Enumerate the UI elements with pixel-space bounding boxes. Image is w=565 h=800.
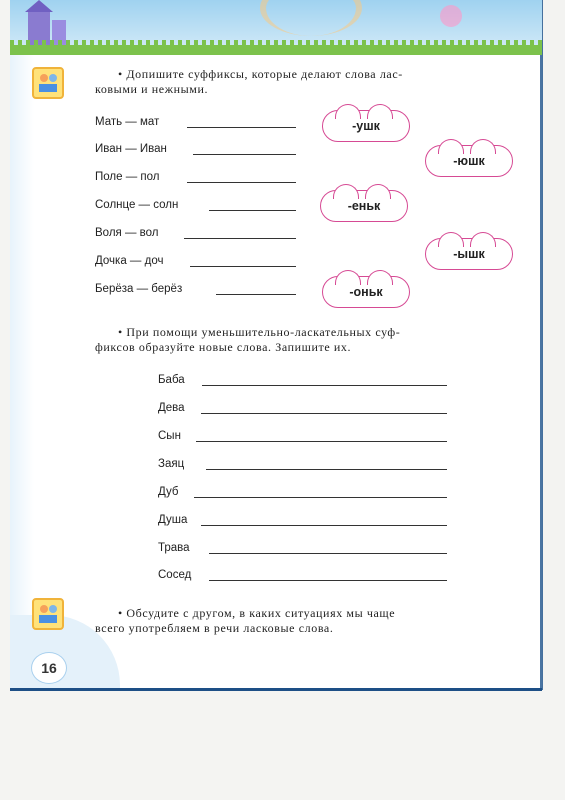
base-word: Сосед: [158, 569, 192, 581]
task3-instruction-line1: • Обсудите с другом, в каких ситуациях мы чаще: [118, 606, 396, 620]
suffix-label: -ышк: [453, 247, 485, 261]
binding-strip: [542, 0, 565, 690]
suffix-cloud: [320, 190, 408, 222]
answer-line[interactable]: [190, 266, 296, 267]
decorative-header: [10, 0, 542, 55]
task3-instruction-line2: всего употребляем в речи ласковые слова.: [95, 621, 334, 635]
answer-line[interactable]: [187, 127, 296, 128]
suffix-label: -оньк: [349, 285, 383, 299]
suffix-label: -ушк: [352, 119, 380, 133]
answer-line[interactable]: [196, 441, 447, 442]
answer-line[interactable]: [209, 553, 447, 554]
base-word: Сын: [158, 430, 181, 442]
grass-strip: [10, 45, 542, 55]
task2-instruction-line2: фиксов образуйте новые слова. Запишите их.: [95, 340, 352, 354]
page-bottom-edge: [10, 688, 542, 691]
answer-line[interactable]: [184, 238, 296, 239]
answer-line[interactable]: [209, 210, 296, 211]
sun-icon: [440, 5, 462, 27]
reading-kids-icon: [32, 67, 64, 99]
answer-line[interactable]: [193, 154, 296, 155]
left-margin-band: [10, 55, 34, 688]
base-word: Дуб: [158, 486, 179, 498]
word-pair: Мать — мат: [95, 116, 160, 128]
base-word: Баба: [158, 374, 185, 386]
task2-instruction-line1: • При помощи уменьшительно-ласкательных суф-: [118, 325, 401, 339]
suffix-cloud: [322, 276, 410, 308]
word-pair: Воля — вол: [95, 227, 159, 239]
base-word: Дева: [158, 402, 185, 414]
word-pair: Дочка — доч: [95, 255, 164, 267]
answer-line[interactable]: [201, 525, 447, 526]
page-edge: [540, 0, 543, 690]
base-word: Трава: [158, 542, 190, 554]
base-word: Душа: [158, 514, 188, 526]
answer-line[interactable]: [216, 294, 296, 295]
task1-instruction-line2: ковыми и нежными.: [95, 82, 209, 96]
word-pair: Солнце — солн: [95, 199, 179, 211]
answer-line[interactable]: [187, 182, 296, 183]
suffix-cloud: [425, 238, 513, 270]
discussion-kids-icon: [32, 598, 64, 630]
suffix-label: -еньк: [347, 199, 381, 213]
word-pair: Берёза — берёз: [95, 283, 183, 295]
answer-line[interactable]: [202, 385, 447, 386]
page-number: 16: [31, 652, 67, 684]
answer-line[interactable]: [194, 497, 447, 498]
answer-line[interactable]: [209, 580, 447, 581]
task1-instruction-line1: • Допишите суффиксы, которые делают слова лас-: [118, 67, 403, 81]
word-pair: Иван — Иван: [95, 143, 167, 155]
suffix-cloud: [322, 110, 410, 142]
suffix-label: -юшк: [453, 154, 485, 168]
answer-line[interactable]: [206, 469, 447, 470]
answer-line[interactable]: [201, 413, 447, 414]
word-pair: Поле — пол: [95, 171, 160, 183]
rainbow-icon: [260, 0, 362, 36]
base-word: Заяц: [158, 458, 185, 470]
suffix-cloud: [425, 145, 513, 177]
